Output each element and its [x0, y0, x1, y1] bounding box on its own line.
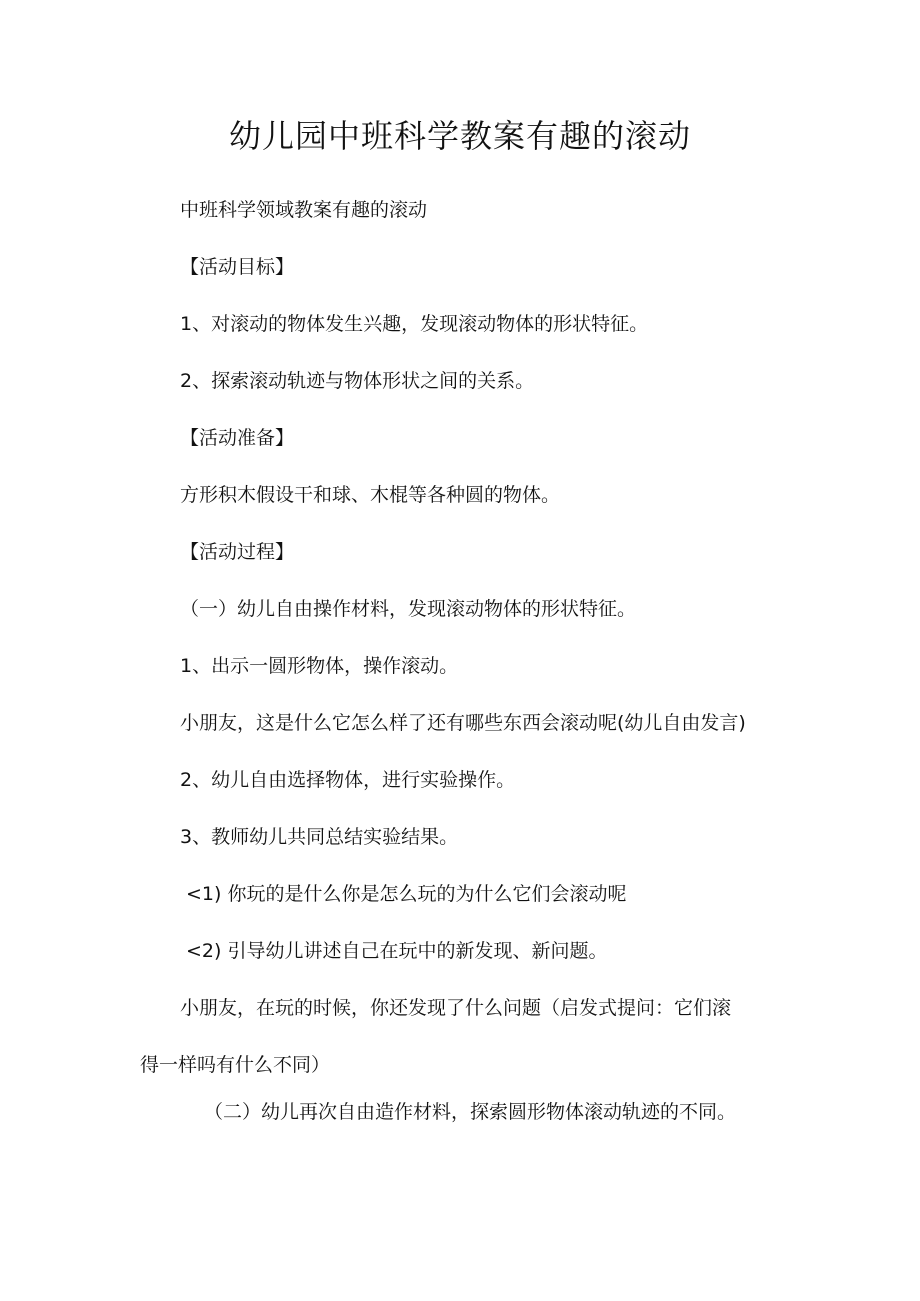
- sub-item-2: <2) 引导幼儿讲述自己在玩中的新发现、新问题。: [186, 940, 608, 962]
- process-item-3: 3、教师幼儿共同总结实验结果。: [180, 826, 459, 848]
- process-item-2: 2、幼儿自由选择物体，进行实验操作。: [180, 769, 516, 791]
- section-heading-preparation: 【活动准备】: [180, 427, 295, 449]
- teacher-question-1: 小朋友，这是什么它怎么样了还有哪些东西会滚动呢(幼儿自由发言): [180, 712, 746, 734]
- goal-item-2: 2、探索滚动轨迹与物体形状之间的关系。: [180, 370, 535, 392]
- teacher-question-2: 小朋友，在玩的时候，你还发现了什么问题（启发式提问：它们滚: [180, 997, 732, 1019]
- section-heading-process: 【活动过程】: [180, 541, 295, 563]
- teacher-question-2-continued: 得一样吗有什么不同）: [140, 1054, 331, 1076]
- sub-item-1: <1) 你玩的是什么你是怎么玩的为什么它们会滚动呢: [186, 883, 627, 905]
- process-step-1-heading: （一）幼儿自由操作材料，发现滚动物体的形状特征。: [180, 598, 637, 620]
- document-title: 幼儿园中班科学教案有趣的滚动: [228, 117, 691, 155]
- preparation-text: 方形积木假设干和球、木棍等各种圆的物体。: [180, 484, 561, 506]
- process-step-2-heading: （二）幼儿再次自由造作材料，探索圆形物体滚动轨迹的不同。: [204, 1101, 737, 1123]
- process-item-1: 1、出示一圆形物体，操作滚动。: [180, 655, 459, 677]
- section-heading-goals: 【活动目标】: [180, 256, 295, 278]
- subtitle-line: 中班科学领域教案有趣的滚动: [180, 199, 428, 221]
- goal-item-1: 1、对滚动的物体发生兴趣，发现滚动物体的形状特征。: [180, 313, 649, 335]
